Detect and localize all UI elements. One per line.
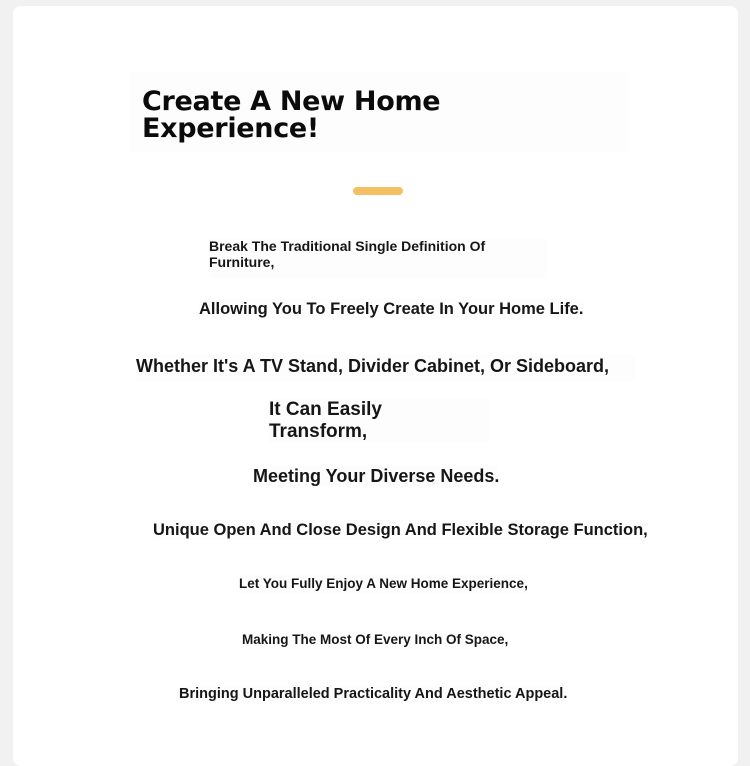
copy-line-2: Allowing You To Freely Create In Your Home Life. (199, 300, 584, 318)
copy-line-7: Let You Fully Enjoy A New Home Experience, (239, 576, 528, 591)
copy-line-9: Bringing Unparalleled Practicality And Aesthetic Appeal. (179, 686, 568, 702)
copy-line-4: It Can Easily Transform, (269, 399, 489, 443)
copy-line-8: Making The Most Of Every Inch Of Space, (242, 632, 509, 647)
copy-line-1: Break The Traditional Single Definition Of Furniture, (209, 238, 547, 278)
copy-line-3: Whether It's A TV Stand, Divider Cabinet, Or Sideboard, (136, 355, 635, 381)
copy-line-5: Meeting Your Diverse Needs. (253, 466, 500, 486)
copy-line-6: Unique Open And Close Design And Flexible Storage Function, (153, 521, 648, 539)
page-title: Create A New Home Experience! (142, 86, 441, 144)
accent-divider (353, 187, 403, 195)
